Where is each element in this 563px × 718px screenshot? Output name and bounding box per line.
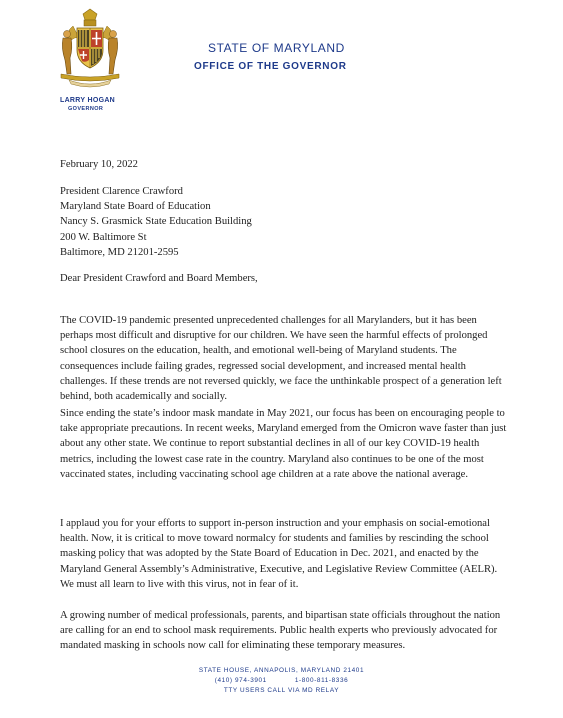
recipient-line: Maryland State Board of Education (60, 201, 211, 213)
footer-tty: TTY USERS CALL VIA MD RELAY (223, 687, 340, 694)
letterhead-footer (0, 666, 563, 696)
governor-name: LARRY HOGAN (60, 97, 116, 104)
recipient-line: Nancy S. Grasmick State Education Building (60, 216, 252, 228)
body-paragraph: Since ending the state’s indoor mask mandate in May 2021, our focus has been on encouraging people to take appropriate precautions. In recent weeks, Maryland emerged from the Omicron wave faster than just about any other state. We continue to report substantial declines in all of our key COVID-19 health metrics, including the lowest case rate in the country. Maryland also continues to be one of the most vaccinated states, including vaccinating school age children at a rate above the national average. (60, 408, 507, 480)
maryland-seal-icon (55, 8, 125, 88)
body-paragraph: A growing number of medical professionals, parents, and bipartisan state officials throughout the nation are calling for an end to school mask requirements. Public health experts who previously advocated for mandated masking in schools now call for eliminating these temporary measures. (60, 610, 501, 652)
governor-title: GOVERNOR (68, 106, 104, 112)
body-paragraph: The COVID-19 pandemic presented unprecedented challenges for all Marylanders, but it has been perhaps most difficult and disruptive for our children. We have seen the harmful effects of prolonged school closures on the education, health, and emotional well-being of Maryland students. The consequences include failing grades, regressed social development, and increased mental health challenges. If these trends are not reversed quickly, we face the unthinkable prospect of a generation left behind, both academically and socially. (60, 315, 502, 403)
footer-phone: (410) 974-3901 (214, 677, 267, 684)
letterhead-state: STATE OF MARYLAND (208, 41, 345, 55)
salutation: Dear President Crawford and Board Members, (60, 273, 258, 284)
recipient-line: 200 W. Baltimore St (60, 231, 147, 243)
recipient-address (60, 184, 508, 260)
letterhead-office: OFFICE OF THE GOVERNOR (194, 61, 347, 72)
body-paragraph: I applaud you for your efforts to support in-person instruction and your emphasis on social-emotional health. Now, it is critical to move toward normalcy for students and families by rescinding the school masking policy that was adopted by the State Board of Education in Dec. 2021, and enacted by the Maryland General Assembly’s Administrative, Executive, and Legislative Review Committee (AELR). We must all learn to live with this virus, not in fear of it. (60, 518, 498, 590)
recipient-line: President Clarence Crawford (60, 186, 183, 197)
footer-address: STATE HOUSE, ANNAPOLIS, MARYLAND 21401 (198, 667, 365, 674)
footer-tollfree: 1-800-811-8336 (294, 677, 349, 684)
letter-date: February 10, 2022 (60, 159, 138, 170)
footer-phones (0, 676, 563, 686)
recipient-line: Baltimore, MD 21201-2595 (60, 246, 179, 258)
